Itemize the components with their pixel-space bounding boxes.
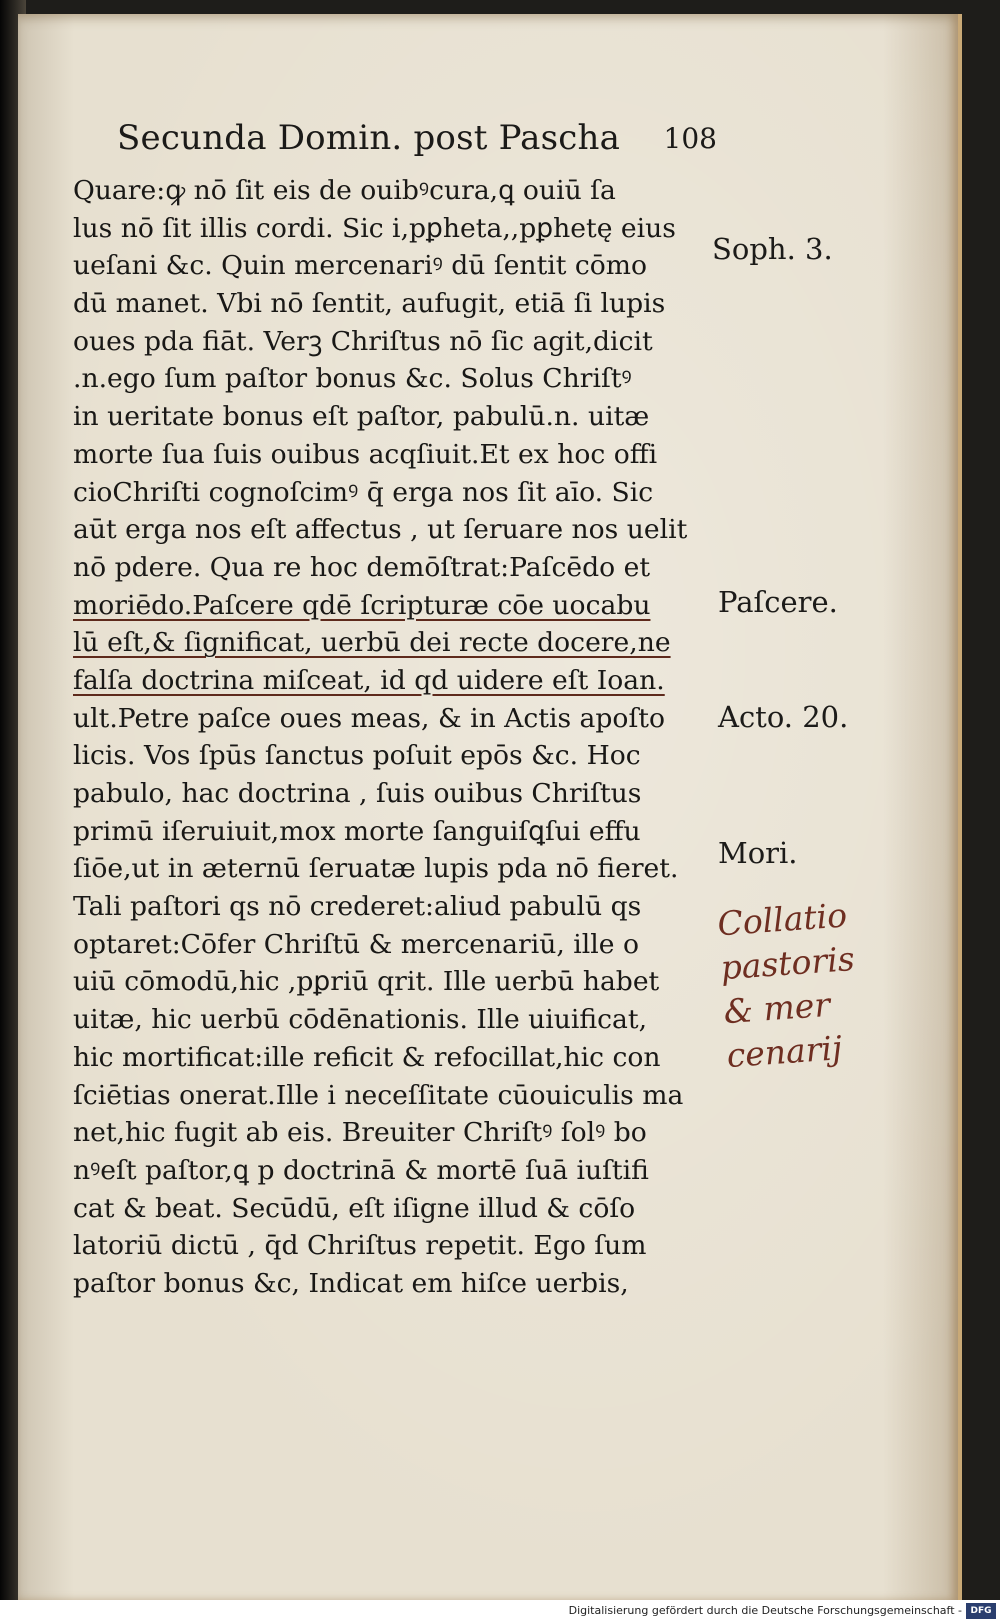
text-line: optaret:Cōfer Chriſtū & mercenariū, ille o	[73, 928, 639, 960]
text-line: nꝰeſt paſtor,ꝗ p doctrinā & mortē ſuā iuſtifi	[73, 1154, 649, 1186]
handwritten-line: Collatio	[716, 895, 849, 944]
margin-note-mori: Mori.	[718, 836, 798, 870]
margin-note-soph: Soph. 3.	[712, 232, 833, 266]
text-line: uitæ, hic uerbū cōdēnationis. Ille uiuificat,	[73, 1004, 648, 1036]
page-number: 108	[663, 122, 717, 155]
text-line: primū iſeruiuit,mox morte ſanguiſꝗſui effu	[73, 815, 641, 847]
running-title: Secunda Domin. post Pascha	[117, 118, 621, 158]
text-line: oues pda fiāt. Verꝫ Chriſtus nō ſic agit,dicit	[73, 325, 653, 357]
text-line: lus nō ſit illis cordi. Sic i,pꝑheta,,pꝑhetę eius	[73, 212, 676, 244]
underlined-text-line: moriēdo.Paſcere qdē ſcripturæ cōe uocabu	[73, 589, 651, 621]
text-line: ſciētias onerat.Ille i neceſſitate cūouiculis ma	[73, 1079, 684, 1111]
text-line: in ueritate bonus eſt paſtor, pabulū.n. uitæ	[73, 401, 650, 433]
text-line: ult.Petre paſce oues meas, & in Actis apoſto	[73, 702, 665, 734]
underlined-text-line: falſa doctrina miſceat, id qd uidere eſt Ioan.	[73, 664, 665, 696]
text-line: Tali paſtori qs nō crederet:aliud pabulū qs	[73, 891, 642, 923]
text-line: Quare:ꝙ nō ſit eis de ouibꝰcura,ꝗ ouiū ſa	[73, 175, 616, 206]
text-line: uiū cōmodū,hic ,pꝑriū qrit. Ille uerbū habet	[73, 966, 660, 998]
text-line: cat & beat. Secūdū, eſt iſigne illud & cōſo	[73, 1192, 636, 1224]
text-line: paſtor bonus &c, Indicat em hiſce uerbis,	[73, 1267, 629, 1299]
text-line: licis. Vos ſpūs ſanctus poſuit epōs &c. Hoc	[73, 740, 641, 772]
handwritten-annotation	[716, 890, 908, 1078]
text-line: .n.ego ſum paſtor bonus &c. Solus Chriſtꝰ	[73, 363, 632, 395]
text-line: morte ſua ſuis ouibus acqſiuit.Et ex hoc offi	[73, 438, 658, 470]
body-text	[73, 172, 713, 1303]
text-line: dū manet. Vbi nō ſentit, aufugit, etiā ſi lupis	[73, 288, 666, 320]
digitization-footer	[0, 1600, 1000, 1623]
text-line: ueſani &c. Quin mercenariꝰ dū ſentit cōmo	[73, 250, 648, 282]
text-line: cioChriſti cognoſcimꝰ q̄ erga nos ſit aīo. Sic	[73, 476, 654, 508]
margin-note-acto: Acto. 20.	[718, 700, 849, 734]
text-line: ſiōe,ut in æternū ſeruatæ lupis pda nō fieret.	[73, 853, 679, 885]
handwritten-line: pastoris	[719, 939, 856, 988]
text-line: latoriū dictū , q̄d Chriſtus repetit. Ego ſum	[73, 1230, 647, 1262]
text-line: net,hic fugit ab eis. Breuiter Chriſtꝰ ſolꝰ bo	[73, 1117, 647, 1149]
handwritten-line: & mer	[722, 984, 832, 1032]
text-line: aūt erga nos eſt affectus , ut ſeruare nos uelit	[73, 514, 688, 546]
margin-note-pascere: Paſcere.	[718, 585, 838, 619]
text-line: pabulo, hac doctrina , ſuis ouibus Chriſtus	[73, 778, 642, 809]
page-header	[117, 118, 717, 166]
text-line: hic mortificat:ille reficit & refocillat,hic con	[73, 1041, 661, 1073]
text-line: nō pdere. Qua re hoc demōſtrat:Paſcēdo et	[73, 551, 651, 583]
handwritten-line: cenarij	[725, 1028, 844, 1076]
underlined-text-line: lū eſt,& ſignificat, uerbū dei recte docere,ne	[73, 627, 671, 659]
footer-credit: Digitalisierung gefördert durch die Deutsche Forschungsgemeinschaft -	[568, 1604, 962, 1617]
dfg-logo-icon: DFG	[966, 1603, 996, 1619]
